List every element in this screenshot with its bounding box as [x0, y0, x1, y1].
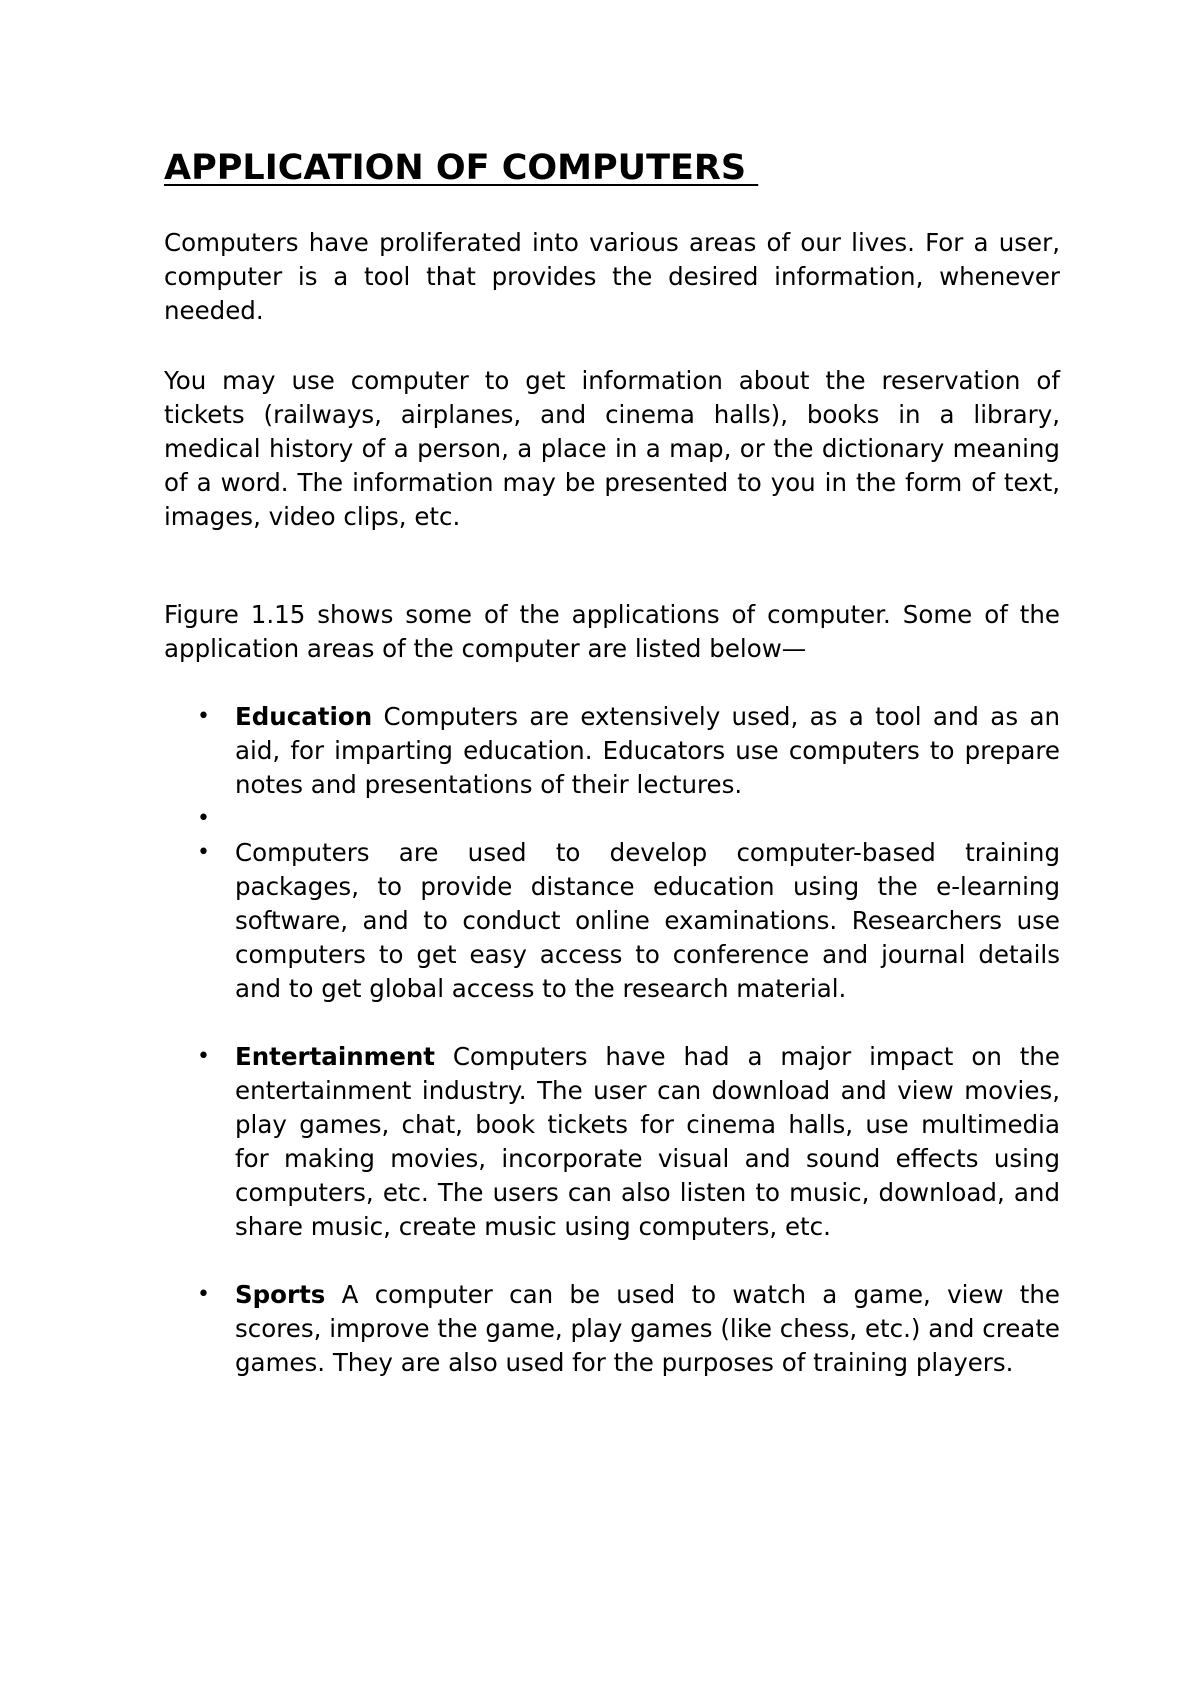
list-item-term: Sports — [235, 1280, 326, 1309]
application-list — [164, 700, 1060, 1380]
list-item-text: Computers are extensively used, as a tool and as an aid, for imparting education. Educators use computers to prepare notes and presentations of their lectures. — [235, 702, 1060, 799]
list-item-text: Computers are used to develop computer-based training packages, to provide distance education using the e-learning software, and to conduct online examinations. Researchers use computers to get easy access to conference and journal details and to get global access to the research material. — [235, 838, 1060, 1003]
bullet-icon: • — [197, 1044, 210, 1069]
intro-paragraph: Computers have proliferated into various areas of our lives. For a user, computer is a tool that provides the desired information, whenever needed. — [164, 228, 1060, 325]
list-item-sports — [164, 1278, 1060, 1380]
list-item-term: Education — [235, 702, 373, 731]
bullet-icon: • — [197, 840, 210, 865]
bullet-icon: • — [197, 806, 210, 831]
list-item-education — [164, 700, 1060, 802]
bullet-icon: • — [197, 1282, 210, 1307]
page-title: APPLICATION OF COMPUTERS — [164, 148, 759, 188]
bullet-icon: • — [197, 704, 210, 729]
list-item-empty — [164, 802, 1060, 836]
list-item-training — [164, 836, 1060, 1006]
figure-reference-paragraph: Figure 1.15 shows some of the applications of computer. Some of the application areas of the computer are listed below— — [164, 600, 1060, 663]
list-item-term: Entertainment — [235, 1042, 435, 1071]
list-item-text: A computer can be used to watch a game, view the scores, improve the game, play games (like chess, etc.) and create games. They are also used for the purposes of training players. — [235, 1280, 1060, 1377]
usage-paragraph: You may use computer to get information about the reservation of tickets (railways, airplanes, and cinema halls), books in a library, medical history of a person, a place in a map, or the dictionary meaning of a word. The information may be presented to you in the form of text, images, video clips, etc. — [164, 366, 1060, 531]
list-item-entertainment — [164, 1040, 1060, 1244]
list-item-text: Computers have had a major impact on the entertainment industry. The user can download and view movies, play games, chat, book tickets for cinema halls, use multimedia for making movies, incorporate visual and sound effects using computers, etc. The users can also listen to music, download, and share music, create music using computers, etc. — [235, 1042, 1060, 1241]
